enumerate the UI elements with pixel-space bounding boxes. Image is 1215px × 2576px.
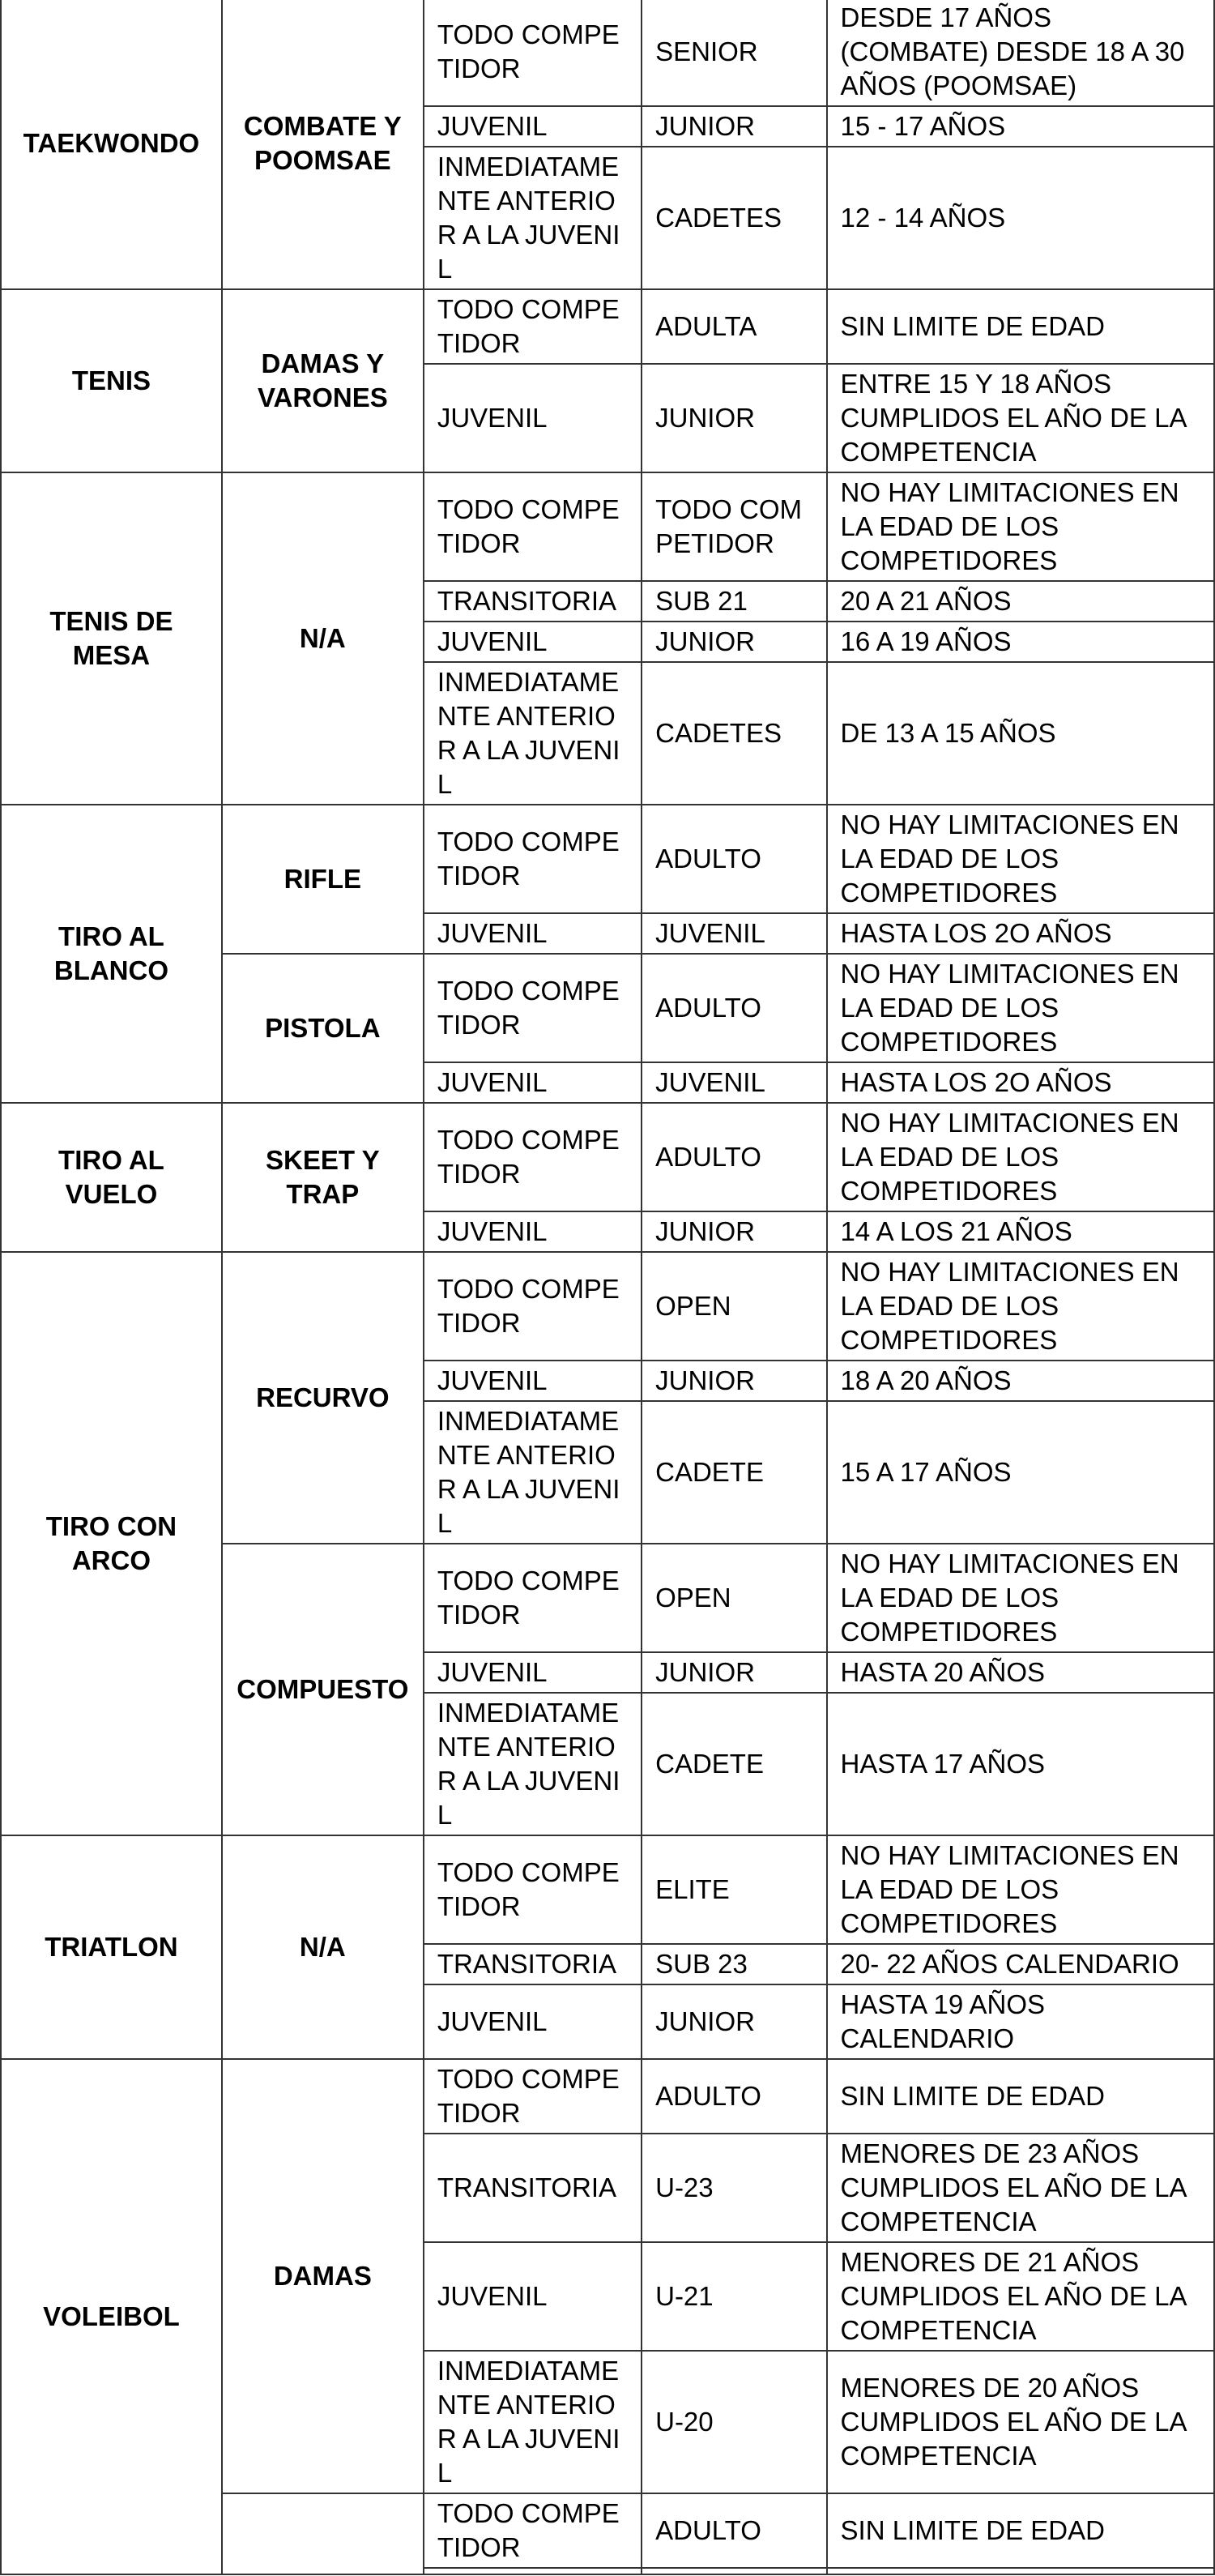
age-range-cell: 14 A LOS 21 AÑOS: [827, 1211, 1214, 1252]
age-range-cell: NO HAY LIMITACIONES EN LA EDAD DE LOS COMPETIDORES: [827, 1835, 1214, 1944]
age-range-cell: SIN LIMITE DE EDAD: [827, 2059, 1214, 2134]
category-cell: TODO COMPETIDOR: [424, 0, 642, 106]
modality-cell: PISTOLA: [222, 954, 424, 1103]
division-cell: SUB 23: [642, 1944, 826, 1984]
category-cell: JUVENIL: [424, 622, 642, 662]
division-cell: ADULTO: [642, 2493, 826, 2568]
division-cell: JUVENIL: [642, 913, 826, 954]
age-range-cell: NO HAY LIMITACIONES EN LA EDAD DE LOS COMPETIDORES: [827, 805, 1214, 913]
category-cell: JUVENIL: [424, 106, 642, 147]
category-cell: TRANSITORIA: [424, 2134, 642, 2242]
division-cell: ADULTA: [642, 289, 826, 364]
age-range-cell: NO HAY LIMITACIONES EN LA EDAD DE LOS COMPETIDORES: [827, 954, 1214, 1062]
age-range-cell: HASTA 20 AÑOS: [827, 1652, 1214, 1693]
age-range-cell: 12 - 14 AÑOS: [827, 147, 1214, 289]
division-cell: CADETES: [642, 147, 826, 289]
table-row: [1, 472, 1214, 581]
age-range-cell: 15 A 17 AÑOS: [827, 1401, 1214, 1544]
division-cell: JUNIOR: [642, 106, 826, 147]
division-cell: OPEN: [642, 1544, 826, 1652]
age-range-cell: HASTA 17 AÑOS: [827, 1693, 1214, 1835]
modality-cell: DAMAS: [222, 2059, 424, 2493]
modality-cell: SKEET Y TRAP: [222, 1103, 424, 1252]
modality-cell: RIFLE: [222, 805, 424, 954]
age-range-cell: 20- 22 AÑOS CALENDARIO: [827, 1944, 1214, 1984]
division-cell: JUNIOR: [642, 364, 826, 472]
division-cell: ADULTO: [642, 805, 826, 913]
division-cell: U-23: [642, 2134, 826, 2242]
division-cell: ADULTO: [642, 1103, 826, 1211]
age-range-cell: [827, 2568, 1214, 2574]
division-cell: U-21: [642, 2242, 826, 2351]
division-cell: ADULTO: [642, 954, 826, 1062]
division-cell: CADETES: [642, 662, 826, 805]
age-range-cell: DESDE 17 AÑOS (COMBATE) DESDE 18 A 30 AÑOS (POOMSAE): [827, 0, 1214, 106]
modality-cell: COMBATE Y POOMSAE: [222, 0, 424, 289]
age-range-cell: NO HAY LIMITACIONES EN LA EDAD DE LOS COMPETIDORES: [827, 1252, 1214, 1361]
category-cell: JUVENIL: [424, 1984, 642, 2059]
table-row: [1, 1103, 1214, 1211]
table-row: [1, 1252, 1214, 1361]
division-cell: U-20: [642, 2351, 826, 2493]
division-cell: JUNIOR: [642, 1652, 826, 1693]
category-cell: INMEDIATAMENTE ANTERIOR A LA JUVENIL: [424, 662, 642, 805]
category-cell: JUVENIL: [424, 364, 642, 472]
division-cell: JUNIOR: [642, 1361, 826, 1401]
modality-cell: N/A: [222, 1835, 424, 2059]
division-cell: JUNIOR: [642, 1984, 826, 2059]
modality-cell: N/A: [222, 472, 424, 805]
sport-name-cell: TIRO CON ARCO: [1, 1252, 222, 1835]
modality-cell: COMPUESTO: [222, 1544, 424, 1835]
division-cell: JUVENIL: [642, 1062, 826, 1103]
division-cell: SUB 21: [642, 581, 826, 622]
age-range-cell: NO HAY LIMITACIONES EN LA EDAD DE LOS COMPETIDORES: [827, 472, 1214, 581]
division-cell: JUNIOR: [642, 622, 826, 662]
age-range-cell: 20 A 21 AÑOS: [827, 581, 1214, 622]
table-body: [1, 0, 1214, 2574]
age-range-cell: NO HAY LIMITACIONES EN LA EDAD DE LOS COMPETIDORES: [827, 1103, 1214, 1211]
category-cell: JUVENIL: [424, 1361, 642, 1401]
age-range-cell: 15 - 17 AÑOS: [827, 106, 1214, 147]
category-cell: TODO COMPETIDOR: [424, 1835, 642, 1944]
category-cell: TODO COMPETIDOR: [424, 289, 642, 364]
division-cell: CADETE: [642, 1693, 826, 1835]
age-range-cell: HASTA 19 AÑOS CALENDARIO: [827, 1984, 1214, 2059]
table-row: [1, 289, 1214, 364]
category-cell: TODO COMPETIDOR: [424, 1544, 642, 1652]
table-row: [1, 2059, 1214, 2134]
table-row: [1, 805, 1214, 913]
age-range-cell: MENORES DE 21 AÑOS CUMPLIDOS EL AÑO DE LA COMPETENCIA: [827, 2242, 1214, 2351]
division-cell: OPEN: [642, 1252, 826, 1361]
sport-name-cell: TRIATLON: [1, 1835, 222, 2059]
modality-cell: RECURVO: [222, 1252, 424, 1544]
sport-name-cell: TIRO AL BLANCO: [1, 805, 222, 1103]
category-cell: INMEDIATAMENTE ANTERIOR A LA JUVENIL: [424, 1401, 642, 1544]
category-cell: TODO COMPETIDOR: [424, 2493, 642, 2568]
category-cell: TRANSITORIA: [424, 581, 642, 622]
category-cell: TODO COMPETIDOR: [424, 472, 642, 581]
category-cell: TODO COMPETIDOR: [424, 805, 642, 913]
category-cell: TODO COMPETIDOR: [424, 954, 642, 1062]
age-range-cell: MENORES DE 20 AÑOS CUMPLIDOS EL AÑO DE LA COMPETENCIA: [827, 2351, 1214, 2493]
division-cell: ELITE: [642, 1835, 826, 1944]
age-range-cell: NO HAY LIMITACIONES EN LA EDAD DE LOS COMPETIDORES: [827, 1544, 1214, 1652]
age-range-cell: 16 A 19 AÑOS: [827, 622, 1214, 662]
age-range-cell: HASTA LOS 2O AÑOS: [827, 1062, 1214, 1103]
category-cell: INMEDIATAMENTE ANTERIOR A LA JUVENIL: [424, 147, 642, 289]
table-row: [1, 1835, 1214, 1944]
category-cell: [424, 2568, 642, 2574]
category-cell: JUVENIL: [424, 1211, 642, 1252]
sport-name-cell: TENIS DE MESA: [1, 472, 222, 805]
age-range-cell: MENORES DE 23 AÑOS CUMPLIDOS EL AÑO DE LA COMPETENCIA: [827, 2134, 1214, 2242]
category-cell: INMEDIATAMENTE ANTERIOR A LA JUVENIL: [424, 2351, 642, 2493]
category-cell: TODO COMPETIDOR: [424, 1252, 642, 1361]
category-cell: INMEDIATAMENTE ANTERIOR A LA JUVENIL: [424, 1693, 642, 1835]
division-cell: SENIOR: [642, 0, 826, 106]
category-cell: JUVENIL: [424, 1062, 642, 1103]
age-range-cell: SIN LIMITE DE EDAD: [827, 2493, 1214, 2568]
sport-name-cell: TAEKWONDO: [1, 0, 222, 289]
modality-cell: [222, 2493, 424, 2574]
division-cell: ADULTO: [642, 2059, 826, 2134]
sport-name-cell: TIRO AL VUELO: [1, 1103, 222, 1252]
table-row: [1, 0, 1214, 106]
modality-cell: DAMAS Y VARONES: [222, 289, 424, 472]
age-range-cell: HASTA LOS 2O AÑOS: [827, 913, 1214, 954]
category-cell: JUVENIL: [424, 913, 642, 954]
category-cell: JUVENIL: [424, 1652, 642, 1693]
category-cell: TODO COMPETIDOR: [424, 2059, 642, 2134]
division-cell: [642, 2568, 826, 2574]
age-range-cell: DE 13 A 15 AÑOS: [827, 662, 1214, 805]
age-range-cell: SIN LIMITE DE EDAD: [827, 289, 1214, 364]
division-cell: CADETE: [642, 1401, 826, 1544]
division-cell: JUNIOR: [642, 1211, 826, 1252]
age-range-cell: ENTRE 15 Y 18 AÑOS CUMPLIDOS EL AÑO DE LA COMPETENCIA: [827, 364, 1214, 472]
category-cell: TODO COMPETIDOR: [424, 1103, 642, 1211]
division-cell: TODO COMPETIDOR: [642, 472, 826, 581]
age-range-cell: 18 A 20 AÑOS: [827, 1361, 1214, 1401]
sport-name-cell: TENIS: [1, 289, 222, 472]
sport-name-cell: VOLEIBOL: [1, 2059, 222, 2574]
category-cell: JUVENIL: [424, 2242, 642, 2351]
category-cell: TRANSITORIA: [424, 1944, 642, 1984]
